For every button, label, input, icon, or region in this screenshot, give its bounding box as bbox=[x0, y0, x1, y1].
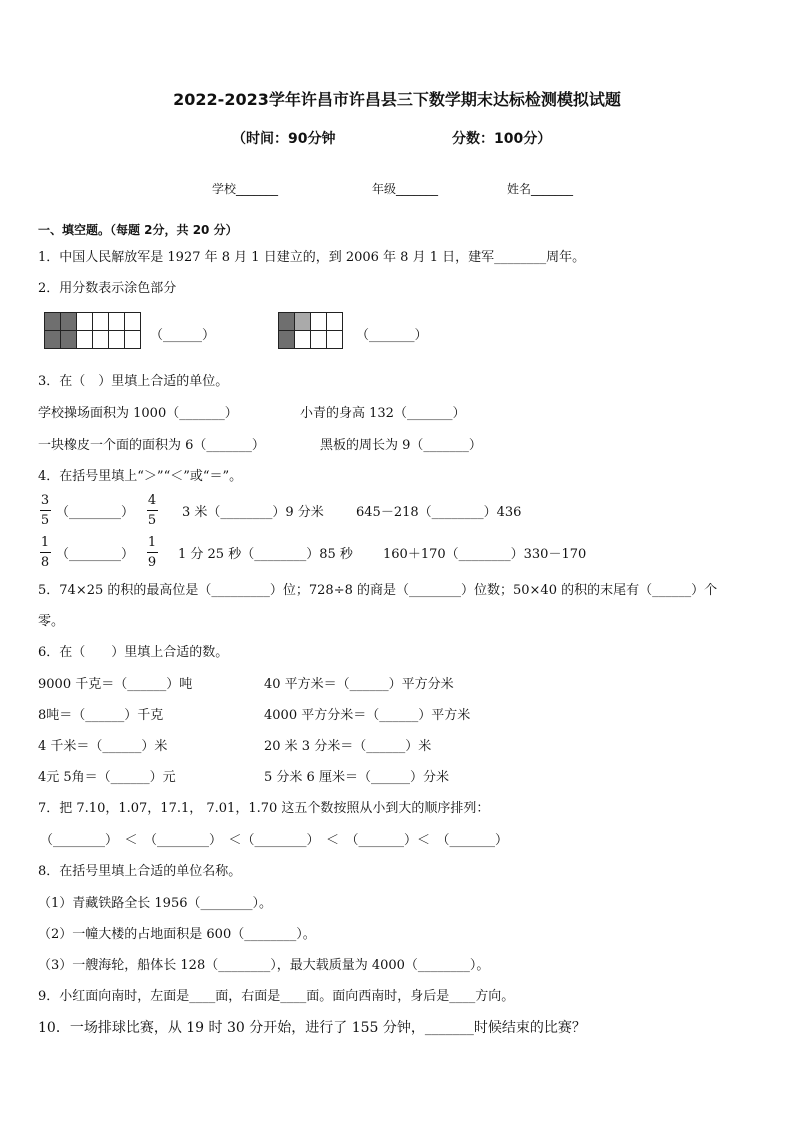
conversion-item: 9000 千克＝（______）吨 bbox=[38, 677, 193, 692]
question-8c: （3）一艘海轮，船体长 128（________），最大载质量为 4000（________）。 bbox=[38, 958, 490, 973]
question-6-stem: 6．在（ ）里填上合适的数。 bbox=[38, 645, 229, 660]
question-8-stem: 8．在括号里填上合适的单位名称。 bbox=[38, 864, 242, 879]
conversion-item: 4元 5角＝（______）元 bbox=[38, 770, 176, 785]
compare-addition: 160＋170（________）330－170 bbox=[383, 547, 587, 562]
fraction-4-5: 4 5 bbox=[147, 493, 157, 528]
section-heading: 一、填空题。（每题 2分，共 20 分） bbox=[38, 223, 238, 237]
school-field: 学校_______ bbox=[212, 182, 279, 196]
compare-seconds: 1 分 25 秒（________）85 秒 bbox=[178, 547, 353, 562]
shaded-grid-1 bbox=[44, 312, 141, 349]
name-field: 姓名_______ bbox=[507, 182, 574, 196]
page-title: 2022-2023学年许昌市许昌县三下数学期末达标检测模拟试题 bbox=[173, 90, 621, 109]
question-2-stem: 2．用分数表示涂色部分 bbox=[38, 281, 177, 296]
exam-score: 分数：100分） bbox=[452, 131, 552, 147]
conversion-item: 40 平方米＝（______）平方分米 bbox=[264, 677, 454, 692]
question-5: 5．74×25 的积的最高位是（_________）位；728÷8 的商是（________）位数；50×40 的积的末尾有（______）个 bbox=[38, 583, 718, 598]
question-4-stem: 4．在括号里填上“＞”“＜”或“＝”。 bbox=[38, 469, 243, 484]
question-8a: （1）青藏铁路全长 1956（________）。 bbox=[38, 896, 272, 911]
conversion-item: 4000 平方分米＝（______）平方米 bbox=[264, 708, 471, 723]
fraction-1-8: 1 8 bbox=[40, 535, 50, 570]
question-7-stem: 7．把 7.10，1.07，17.1， 7.01，1.70 这五个数按照从小到大的顺序排列： bbox=[38, 801, 490, 816]
conversion-item: 4 千米＝（______）米 bbox=[38, 739, 168, 754]
compare-blank-2: （________） bbox=[56, 547, 135, 562]
fraction-3-5: 3 5 bbox=[40, 493, 50, 528]
answer-blank-grid-1: （______） bbox=[150, 328, 216, 343]
question-3c: 一块橡皮一个面的面积为 6（_______） bbox=[38, 438, 265, 453]
conversion-item: 5 分米 6 厘米＝（______）分米 bbox=[264, 770, 449, 785]
question-9: 9．小红面向南时，左面是____面，右面是____面。面向西南时，身后是____方向。 bbox=[38, 989, 515, 1004]
question-5-cont: 零。 bbox=[38, 614, 65, 629]
question-3b: 小青的身高 132（_______） bbox=[300, 406, 466, 421]
compare-meters: 3 米（________）9 分米 bbox=[182, 505, 324, 520]
question-3d: 黑板的周长为 9（_______） bbox=[320, 438, 482, 453]
question-8b: （2）一幢大楼的占地面积是 600（________）。 bbox=[38, 927, 316, 942]
compare-subtraction: 645－218（________）436 bbox=[356, 505, 522, 520]
question-3-stem: 3．在（ ）里填上合适的单位。 bbox=[38, 374, 229, 389]
question-1: 1．中国人民解放军是 1927 年 8 月 1 日建立的，到 2006 年 8 月 1 日，建军________周年。 bbox=[38, 250, 586, 265]
shaded-grid-2 bbox=[278, 312, 343, 349]
exam-time: （时间：90分钟 bbox=[232, 131, 336, 147]
question-3a: 学校操场面积为 1000（_______） bbox=[38, 406, 238, 421]
conversion-item: 20 米 3 分米＝（______）米 bbox=[264, 739, 432, 754]
grade-field: 年级_______ bbox=[372, 182, 439, 196]
answer-blank-grid-2: （_______） bbox=[356, 328, 428, 343]
compare-blank-1: （________） bbox=[56, 505, 135, 520]
conversion-item: 8吨＝（______）千克 bbox=[38, 708, 164, 723]
question-10: 10．一场排球比赛，从 19 时 30 分开始，进行了 155 分钟，_______时候结束的比赛？ bbox=[38, 1020, 586, 1036]
ordering-blanks: （________） ＜ （________） ＜（________） ＜ （_______）＜ （_______） bbox=[40, 833, 509, 848]
fraction-1-9: 1 9 bbox=[147, 535, 157, 570]
